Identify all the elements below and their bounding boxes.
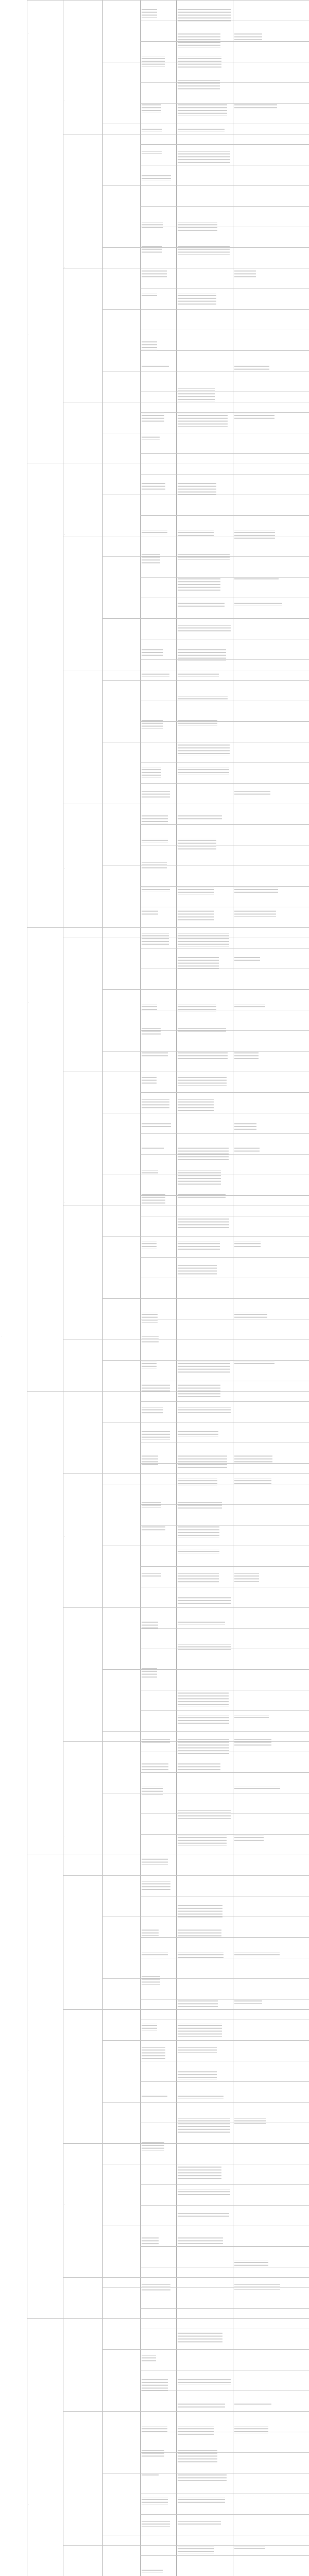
row-separator bbox=[140, 2555, 309, 2556]
text-block bbox=[234, 1953, 280, 1957]
text-block bbox=[234, 1147, 260, 1153]
text-block bbox=[142, 483, 165, 490]
text-block bbox=[178, 768, 229, 774]
text-block bbox=[178, 2190, 230, 2195]
text-block bbox=[178, 1028, 226, 1032]
text-block bbox=[142, 1455, 158, 1465]
row-separator bbox=[140, 1051, 309, 1052]
text-block bbox=[234, 1479, 271, 1485]
text-block bbox=[178, 1005, 216, 1011]
text-block bbox=[142, 791, 170, 799]
text-block bbox=[178, 2450, 217, 2464]
text-block bbox=[142, 1787, 163, 1795]
text-block bbox=[178, 934, 229, 947]
text-block bbox=[178, 1408, 231, 1414]
text-block bbox=[178, 1573, 219, 1584]
cell-text: … bbox=[28, 668, 29, 669]
text-block bbox=[234, 1787, 280, 1790]
text-block bbox=[142, 2237, 159, 2246]
text-block bbox=[178, 910, 214, 922]
text-block bbox=[178, 1550, 219, 1554]
row-separator bbox=[63, 1473, 309, 1474]
text-block bbox=[142, 649, 163, 656]
cell-text: … bbox=[64, 100, 65, 101]
text-block bbox=[178, 1265, 217, 1276]
text-block bbox=[178, 1360, 230, 1374]
row-separator bbox=[140, 309, 309, 310]
cell-text: … bbox=[64, 267, 65, 268]
text-block bbox=[142, 1052, 168, 1058]
text-block bbox=[178, 104, 227, 116]
row-separator bbox=[140, 1628, 309, 1629]
text-block bbox=[178, 1242, 220, 1250]
text-block bbox=[178, 1431, 218, 1436]
text-block bbox=[142, 1621, 158, 1630]
cell-text: … bbox=[28, 1670, 29, 1671]
text-block bbox=[142, 1194, 165, 1205]
text-block bbox=[142, 910, 158, 916]
text-block bbox=[234, 2427, 268, 2434]
text-block bbox=[142, 2095, 167, 2098]
row-separator bbox=[140, 2246, 309, 2247]
text-block bbox=[142, 2142, 164, 2151]
text-block bbox=[234, 1716, 269, 1719]
text-block bbox=[142, 412, 164, 422]
text-block bbox=[142, 1147, 164, 1150]
text-block bbox=[234, 1455, 272, 1463]
row-separator bbox=[140, 1710, 309, 1711]
text-block bbox=[178, 744, 230, 756]
text-block bbox=[142, 531, 167, 534]
text-block bbox=[178, 1905, 222, 1919]
text-block bbox=[234, 2545, 265, 2550]
text-block bbox=[178, 1099, 214, 1111]
row-separator bbox=[140, 2081, 309, 2082]
text-block bbox=[234, 602, 282, 606]
text-block bbox=[178, 2071, 217, 2079]
text-block bbox=[142, 341, 157, 352]
text-block bbox=[178, 1810, 231, 1820]
row-separator bbox=[140, 1525, 309, 1526]
text-block bbox=[142, 1005, 157, 1010]
text-block bbox=[234, 1834, 264, 1841]
row-separator bbox=[140, 762, 309, 763]
text-block bbox=[234, 1052, 259, 1059]
text-block bbox=[142, 1858, 168, 1866]
text-block bbox=[142, 104, 161, 112]
row-separator bbox=[140, 1504, 309, 1505]
text-block bbox=[178, 1171, 221, 1185]
text-block bbox=[142, 2024, 157, 2031]
text-block bbox=[142, 768, 161, 778]
row-separator bbox=[140, 2411, 309, 2412]
row-separator bbox=[140, 2349, 309, 2350]
text-block bbox=[142, 365, 169, 368]
cell-text: … bbox=[28, 33, 29, 35]
text-block bbox=[142, 1573, 161, 1577]
text-block bbox=[178, 1645, 231, 1651]
text-block bbox=[234, 791, 270, 796]
row-separator bbox=[140, 1607, 309, 1608]
text-block bbox=[142, 1384, 170, 1393]
row-separator bbox=[140, 2205, 309, 2206]
row-separator bbox=[140, 1236, 309, 1237]
text-block bbox=[178, 2403, 225, 2409]
row-separator bbox=[140, 1092, 309, 1093]
text-block bbox=[178, 2427, 214, 2436]
text-block bbox=[178, 2047, 217, 2053]
row-separator bbox=[140, 185, 309, 186]
text-block bbox=[234, 1242, 261, 1248]
text-block bbox=[178, 1502, 222, 1510]
text-block bbox=[178, 80, 220, 91]
text-block bbox=[142, 720, 163, 728]
text-block bbox=[178, 1834, 227, 1845]
row-separator bbox=[140, 1257, 309, 1258]
text-block bbox=[142, 246, 162, 253]
row-separator bbox=[140, 989, 309, 990]
row-separator bbox=[140, 144, 309, 145]
text-block bbox=[178, 2119, 230, 2133]
text-block bbox=[142, 2427, 167, 2433]
text-block bbox=[142, 270, 167, 279]
text-block bbox=[142, 2379, 168, 2391]
text-block bbox=[178, 815, 222, 821]
text-block bbox=[178, 1218, 229, 1229]
text-block bbox=[178, 2474, 227, 2481]
column-divider bbox=[140, 0, 141, 2576]
text-block bbox=[178, 839, 216, 851]
row-separator bbox=[63, 2277, 309, 2278]
text-block bbox=[234, 412, 274, 419]
text-block bbox=[234, 910, 276, 917]
text-block bbox=[142, 1739, 170, 1743]
row-separator bbox=[140, 783, 309, 784]
text-block bbox=[178, 1526, 219, 1538]
row-separator bbox=[140, 350, 309, 351]
row-separator bbox=[140, 2102, 309, 2103]
row-separator bbox=[27, 2318, 309, 2319]
text-block bbox=[142, 2521, 170, 2527]
text-block bbox=[234, 1313, 267, 1320]
row-separator bbox=[140, 206, 309, 207]
row-separator bbox=[140, 1875, 309, 1876]
text-block bbox=[142, 1336, 159, 1343]
text-block bbox=[142, 9, 157, 18]
cell-text: … bbox=[64, 1837, 65, 1838]
row-separator bbox=[140, 1298, 309, 1299]
cell-text: … bbox=[28, 2504, 29, 2505]
text-block bbox=[234, 365, 269, 371]
text-block bbox=[178, 1929, 221, 1938]
text-block bbox=[142, 2498, 168, 2505]
text-block bbox=[142, 1929, 159, 1937]
row-separator bbox=[140, 515, 309, 516]
row-separator bbox=[140, 618, 309, 619]
text-block bbox=[142, 2284, 170, 2292]
text-block bbox=[178, 294, 216, 305]
cell-text: … bbox=[28, 1002, 29, 1003]
row-separator bbox=[140, 453, 309, 454]
text-block bbox=[178, 957, 219, 969]
text-block bbox=[234, 104, 277, 110]
text-block bbox=[178, 1479, 217, 1485]
text-block bbox=[142, 1028, 161, 1036]
text-block bbox=[234, 886, 278, 893]
text-block bbox=[142, 1976, 160, 1986]
text-block bbox=[234, 270, 256, 279]
text-block bbox=[142, 886, 170, 891]
text-block bbox=[142, 128, 162, 131]
text-block bbox=[178, 1597, 231, 1604]
text-block bbox=[234, 33, 262, 40]
text-block bbox=[142, 862, 167, 870]
text-block bbox=[178, 57, 221, 69]
row-separator bbox=[140, 577, 309, 578]
row-separator bbox=[140, 927, 309, 928]
text-block bbox=[178, 33, 220, 48]
text-block bbox=[178, 1052, 228, 1059]
text-block bbox=[234, 957, 260, 962]
text-block bbox=[178, 1692, 229, 1707]
text-block bbox=[142, 1171, 158, 1175]
row-separator bbox=[140, 1937, 309, 1938]
text-block bbox=[142, 673, 169, 677]
text-block bbox=[142, 1242, 157, 1249]
text-block bbox=[178, 673, 219, 677]
text-block bbox=[178, 649, 226, 662]
row-separator bbox=[140, 2452, 309, 2453]
row-separator bbox=[140, 1731, 309, 1732]
text-block bbox=[142, 57, 165, 66]
text-block bbox=[178, 697, 228, 701]
text-block bbox=[178, 1739, 229, 1754]
text-block bbox=[234, 1123, 256, 1130]
text-block bbox=[178, 2213, 229, 2217]
row-separator bbox=[63, 2009, 309, 2010]
text-block bbox=[178, 625, 231, 633]
text-block bbox=[178, 128, 225, 132]
cell-text: … bbox=[28, 2071, 29, 2072]
text-block bbox=[142, 1526, 165, 1532]
text-block bbox=[234, 2261, 268, 2267]
text-block bbox=[178, 2024, 222, 2037]
text-block bbox=[178, 720, 217, 725]
text-block bbox=[178, 2166, 221, 2179]
text-block bbox=[178, 2379, 231, 2385]
text-block bbox=[234, 2284, 280, 2290]
row-separator bbox=[140, 1133, 309, 1134]
text-block bbox=[142, 1953, 168, 1957]
text-block bbox=[178, 483, 216, 495]
row-separator bbox=[140, 721, 309, 722]
text-block bbox=[142, 1668, 157, 1678]
text-block bbox=[142, 436, 160, 439]
text-block bbox=[178, 1384, 220, 1398]
text-block bbox=[234, 2403, 271, 2406]
text-block bbox=[142, 175, 171, 181]
text-block bbox=[142, 294, 157, 297]
text-block bbox=[142, 815, 168, 824]
text-block bbox=[178, 388, 215, 401]
text-block bbox=[142, 2047, 165, 2059]
text-block bbox=[178, 554, 230, 560]
row-separator bbox=[140, 2184, 309, 2185]
text-block bbox=[178, 1716, 229, 1724]
text-block bbox=[142, 2355, 156, 2363]
column-divider bbox=[176, 0, 177, 2576]
row-separator bbox=[140, 82, 309, 83]
text-block bbox=[178, 1621, 225, 1625]
row-separator bbox=[140, 824, 309, 825]
row-separator bbox=[140, 1401, 309, 1402]
text-block bbox=[142, 223, 163, 228]
cell-text: … bbox=[64, 1536, 65, 1537]
text-block bbox=[178, 2545, 214, 2553]
row-separator bbox=[140, 0, 309, 1]
row-separator bbox=[140, 680, 309, 681]
row-separator bbox=[140, 2308, 309, 2309]
text-block bbox=[234, 2000, 262, 2004]
text-block bbox=[178, 246, 230, 256]
text-block bbox=[142, 1502, 161, 1509]
text-block bbox=[142, 1123, 171, 1127]
text-block bbox=[178, 2095, 224, 2099]
text-block bbox=[178, 886, 214, 895]
text-block bbox=[142, 1360, 157, 1369]
text-block bbox=[178, 1953, 224, 1958]
text-block bbox=[234, 578, 279, 581]
text-block bbox=[178, 223, 217, 231]
text-block bbox=[234, 2119, 266, 2124]
text-block bbox=[178, 2237, 223, 2245]
cell-text: … bbox=[64, 534, 65, 535]
text-block bbox=[142, 934, 169, 945]
text-block bbox=[142, 2450, 164, 2458]
text-block bbox=[178, 2498, 225, 2503]
text-block bbox=[142, 1099, 169, 1110]
row-separator bbox=[140, 2514, 309, 2515]
cell-text: … bbox=[64, 2204, 65, 2205]
row-separator bbox=[140, 1566, 309, 1567]
text-block bbox=[234, 531, 275, 539]
text-block bbox=[178, 1194, 226, 1198]
row-separator bbox=[140, 1978, 309, 1979]
text-block bbox=[178, 9, 231, 23]
text-block bbox=[178, 2332, 222, 2344]
row-separator bbox=[140, 41, 309, 42]
text-block bbox=[178, 2521, 221, 2526]
cell-text: … bbox=[1, 1336, 2, 1337]
text-block bbox=[178, 412, 228, 427]
text-block bbox=[142, 1431, 170, 1440]
text-block bbox=[142, 1076, 157, 1085]
text-block bbox=[234, 1360, 274, 1365]
text-block bbox=[178, 1147, 229, 1160]
text-block bbox=[142, 1408, 163, 1414]
text-block bbox=[178, 151, 230, 164]
text-block bbox=[142, 151, 162, 155]
text-block bbox=[142, 2474, 159, 2477]
text-block bbox=[142, 2569, 163, 2573]
row-separator bbox=[140, 2143, 309, 2144]
text-block bbox=[234, 1005, 265, 1009]
text-block bbox=[178, 602, 225, 607]
text-block bbox=[178, 531, 214, 536]
text-block bbox=[142, 1313, 158, 1323]
cell-text: … bbox=[64, 868, 65, 869]
row-separator bbox=[140, 103, 309, 104]
cell-text: … bbox=[64, 1202, 65, 1204]
text-block bbox=[142, 554, 160, 564]
cell-text: … bbox=[28, 334, 29, 335]
text-block bbox=[178, 2000, 218, 2008]
text-block bbox=[142, 1882, 170, 1891]
text-block bbox=[178, 1455, 227, 1469]
text-block bbox=[234, 1573, 259, 1582]
text-block bbox=[234, 1739, 271, 1746]
row-separator bbox=[140, 1669, 309, 1670]
text-block bbox=[142, 839, 168, 843]
text-block bbox=[178, 1763, 220, 1772]
text-block bbox=[142, 1763, 168, 1774]
row-separator bbox=[140, 2040, 309, 2041]
text-block bbox=[178, 1076, 227, 1086]
text-block bbox=[178, 578, 220, 592]
